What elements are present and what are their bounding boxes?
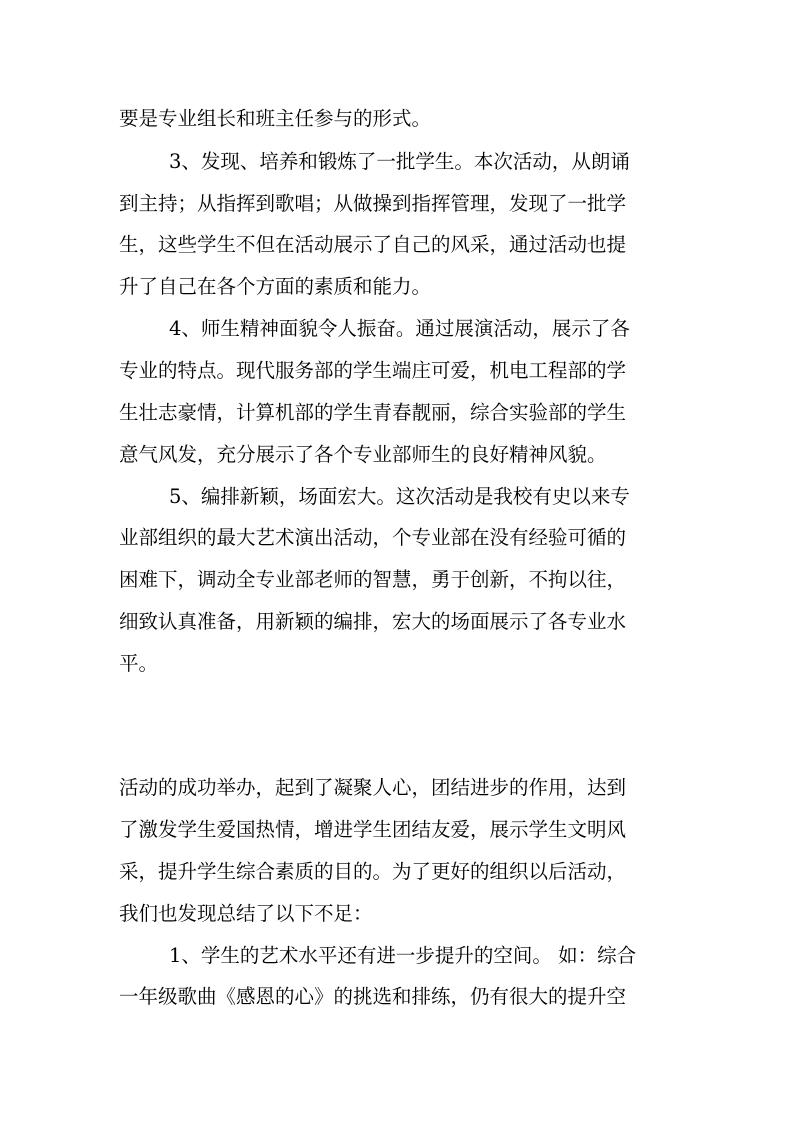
paragraph-line: 升了自己在各个方面的素质和能力。	[119, 275, 432, 298]
paragraph-line: 3、发现、培养和锻炼了一批学生。本次活动，从朗诵	[169, 150, 630, 173]
paragraph-line: 生，这些学生不但在活动展示了自己的风采，通过活动也提	[119, 233, 627, 256]
paragraph-line: 困难下，调动全专业部老师的智慧，勇于创新，不拘以往，	[119, 568, 627, 591]
paragraph-line: 我们也发现总结了以下不足：	[119, 902, 373, 925]
paragraph-line: 5、编排新颖，场面宏大。这次活动是我校有史以来专	[169, 485, 630, 508]
paragraph-line: 到主持；从指挥到歌唱；从做操到指挥管理，发现了一批学	[119, 192, 627, 215]
paragraph-line: 4、师生精神面貌令人振奋。通过展演活动，展示了各	[169, 317, 630, 340]
paragraph-line: 专业的特点。现代服务部的学生端庄可爱，机电工程部的学	[119, 359, 627, 382]
paragraph-line: 一年级歌曲《感恩的心》的挑选和排练，仍有很大的提升空	[119, 985, 627, 1008]
paragraph-line: 业部组织的最大艺术演出活动，个专业部在没有经验可循的	[119, 526, 627, 549]
paragraph-line: 意气风发，充分展示了各个专业部师生的良好精神风貌。	[119, 443, 607, 466]
paragraph-line: 平。	[119, 652, 159, 675]
paragraph-line: 细致认真准备，用新颖的编排，宏大的场面展示了各专业水	[119, 610, 627, 633]
paragraph-line: 采，提升学生综合素质的目的。为了更好的组织以后活动，	[119, 860, 627, 883]
paragraph-line: 活动的成功举办，起到了凝聚人心，团结进步的作用，达到	[119, 776, 627, 799]
paragraph-line: 1、学生的艺术水平还有进一步提升的空间。 如：综合	[169, 944, 637, 967]
paragraph-line: 要是专业组长和班主任参与的形式。	[119, 107, 432, 130]
paragraph-line: 了激发学生爱国热情，增进学生团结友爱，展示学生文明风	[119, 818, 627, 841]
paragraph-line: 生壮志豪情，计算机部的学生青春靓丽，综合实验部的学生	[119, 401, 627, 424]
